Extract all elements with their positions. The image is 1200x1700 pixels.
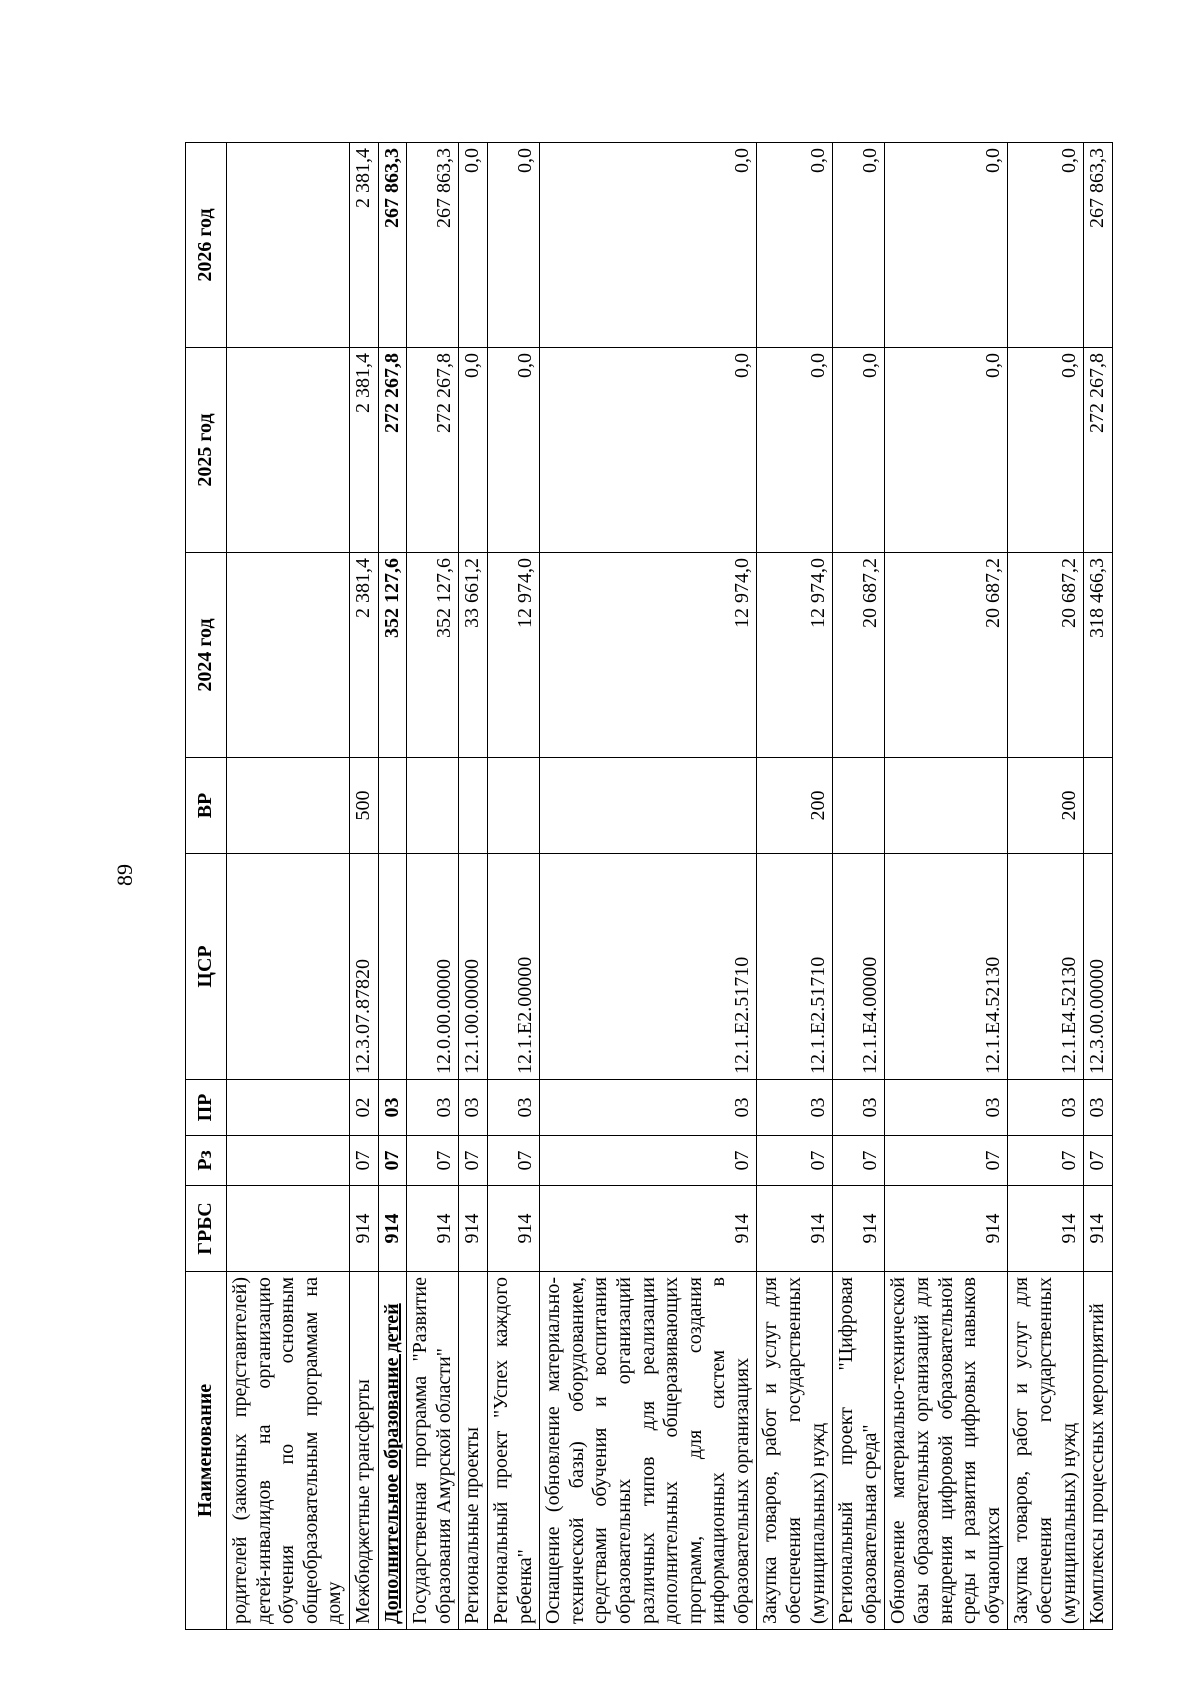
column-header-pr: ПР [186,1080,227,1136]
table-row [407,143,459,1630]
cell-rz: 07 [459,1136,488,1186]
cell-vr [1084,758,1113,854]
cell-csr: 12.1.E2.00000 [487,854,539,1080]
cell-csr: 12.3.07.87820 [349,854,378,1080]
cell-name: Государственная программа "Развитие образования Амурской области" [407,1272,459,1630]
cell-pr [227,1080,350,1136]
column-header-csr: ЦСР [186,854,227,1080]
column-header-2025: 2025 год [186,348,227,553]
cell-rz: 07 [885,1136,1008,1186]
cell-2026: 0,0 [833,143,885,348]
cell-2024: 20 687,2 [885,553,1008,758]
cell-pr: 03 [459,1080,488,1136]
cell-csr: 12.1.00.00000 [459,854,488,1080]
cell-2024: 352 127,6 [378,553,407,758]
cell-name: Региональный проект "Цифровая образовательная среда" [833,1272,885,1630]
cell-name: Комплексы процессных мероприятий [1084,1272,1113,1630]
table-row [378,143,407,1630]
cell-rz: 07 [1008,1136,1084,1186]
cell-vr [407,758,459,854]
cell-2025: 0,0 [833,348,885,553]
cell-csr [227,854,350,1080]
cell-2025 [227,348,350,553]
cell-2024 [227,553,350,758]
cell-2024: 318 466,3 [1084,553,1113,758]
table-row [487,143,539,1630]
cell-rz: 07 [407,1136,459,1186]
cell-2025: 272 267,8 [407,348,459,553]
cell-rz: 07 [349,1136,378,1186]
page-number: 89 [112,864,137,886]
cell-vr [540,758,757,854]
cell-pr: 03 [1084,1080,1113,1136]
cell-csr: 12.0.00.00000 [407,854,459,1080]
cell-2024: 2 381,4 [349,553,378,758]
cell-vr [459,758,488,854]
cell-pr: 03 [885,1080,1008,1136]
cell-rz: 07 [833,1136,885,1186]
cell-2026 [227,143,350,348]
cell-rz: 07 [540,1136,757,1186]
cell-grbs: 914 [487,1186,539,1272]
cell-2025: 272 267,8 [1084,348,1113,553]
column-header-grbs: ГРБС [186,1186,227,1272]
cell-csr: 12.1.E2.51710 [757,854,833,1080]
cell-rz: 07 [1084,1136,1113,1186]
cell-pr: 03 [487,1080,539,1136]
table-row [227,143,350,1630]
cell-vr: 500 [349,758,378,854]
table-row [459,143,488,1630]
cell-2025: 0,0 [885,348,1008,553]
cell-2026: 0,0 [459,143,488,348]
cell-2026: 267 863,3 [407,143,459,348]
cell-csr: 12.1.E2.51710 [540,854,757,1080]
cell-2024: 12 974,0 [487,553,539,758]
column-header-vr: ВР [186,758,227,854]
cell-2026: 0,0 [757,143,833,348]
cell-grbs: 914 [378,1186,407,1272]
cell-2024: 20 687,2 [1008,553,1084,758]
cell-grbs: 914 [885,1186,1008,1272]
cell-2024: 12 974,0 [757,553,833,758]
cell-rz: 07 [487,1136,539,1186]
cell-pr: 03 [378,1080,407,1136]
cell-2025: 0,0 [1008,348,1084,553]
cell-2024: 352 127,6 [407,553,459,758]
table-row [1008,143,1084,1630]
cell-vr [885,758,1008,854]
cell-csr: 12.1.E4.52130 [1008,854,1084,1080]
cell-pr: 03 [833,1080,885,1136]
cell-2024: 20 687,2 [833,553,885,758]
table-row [540,143,757,1630]
cell-2024: 33 661,2 [459,553,488,758]
cell-grbs: 914 [1084,1186,1113,1272]
table-row [349,143,378,1630]
cell-2026: 0,0 [1008,143,1084,348]
cell-2025: 2 381,4 [349,348,378,553]
cell-vr [378,758,407,854]
table-body [227,143,1113,1630]
cell-name: Региональные проекты [459,1272,488,1630]
cell-csr [378,854,407,1080]
cell-2026: 267 863,3 [378,143,407,348]
cell-grbs [227,1186,350,1272]
cell-name: Оснащение (обновление материально-технической базы) оборудованием, средствами обучения и воспитания образовательных организаций различных типов для реализации дополнительных общеразвивающих программ, для создания информационных систем в образовательных организациях [540,1272,757,1630]
cell-2025: 0,0 [757,348,833,553]
cell-csr: 12.1.E4.52130 [885,854,1008,1080]
cell-vr: 200 [1008,758,1084,854]
cell-2025: 0,0 [540,348,757,553]
cell-2026: 0,0 [540,143,757,348]
cell-grbs: 914 [833,1186,885,1272]
cell-csr: 12.3.00.00000 [1084,854,1113,1080]
column-header-2024: 2024 год [186,553,227,758]
cell-2026: 267 863,3 [1084,143,1113,348]
cell-name: Закупка товаров, работ и услуг для обеспечения государственных (муниципальных) нужд [757,1272,833,1630]
column-header-rz: Рз [186,1136,227,1186]
cell-name: Региональный проект "Успех каждого ребенка" [487,1272,539,1630]
cell-grbs: 914 [407,1186,459,1272]
rotated-table-container [185,145,1109,1630]
column-header-2026: 2026 год [186,143,227,348]
cell-grbs: 914 [459,1186,488,1272]
cell-grbs: 914 [1008,1186,1084,1272]
cell-vr [487,758,539,854]
cell-name: Закупка товаров, работ и услуг для обеспечения государственных (муниципальных) нужд [1008,1272,1084,1630]
cell-vr [227,758,350,854]
cell-pr: 03 [540,1080,757,1136]
table-row [757,143,833,1630]
table-row [1084,143,1113,1630]
cell-rz [227,1136,350,1186]
cell-vr [833,758,885,854]
cell-grbs: 914 [349,1186,378,1272]
cell-2026: 0,0 [885,143,1008,348]
budget-table [185,142,1113,1630]
cell-pr: 03 [757,1080,833,1136]
cell-2026: 0,0 [487,143,539,348]
cell-rz: 07 [757,1136,833,1186]
cell-pr: 03 [1008,1080,1084,1136]
table-header-row [186,143,227,1630]
cell-grbs: 914 [757,1186,833,1272]
cell-name: родителей (законных представителей) детей-инвалидов на организацию обучения по основным общеобразовательным программам на дому [227,1272,350,1630]
cell-vr: 200 [757,758,833,854]
cell-pr: 02 [349,1080,378,1136]
table-row [885,143,1008,1630]
cell-name: Обновление материально-технической базы образовательных организаций для внедрения цифровой образовательной среды и развития цифровых навыков обучающихся [885,1272,1008,1630]
cell-2025: 0,0 [459,348,488,553]
cell-name: Межбюджетные трансферты [349,1272,378,1630]
cell-2026: 2 381,4 [349,143,378,348]
cell-2025: 0,0 [487,348,539,553]
cell-2025: 272 267,8 [378,348,407,553]
cell-name: Дополнительное образование детей [378,1272,407,1630]
cell-rz: 07 [378,1136,407,1186]
cell-2024: 12 974,0 [540,553,757,758]
cell-csr: 12.1.E4.00000 [833,854,885,1080]
table-row [833,143,885,1630]
cell-grbs: 914 [540,1186,757,1272]
column-header-name: Наименование [186,1272,227,1630]
cell-pr: 03 [407,1080,459,1136]
